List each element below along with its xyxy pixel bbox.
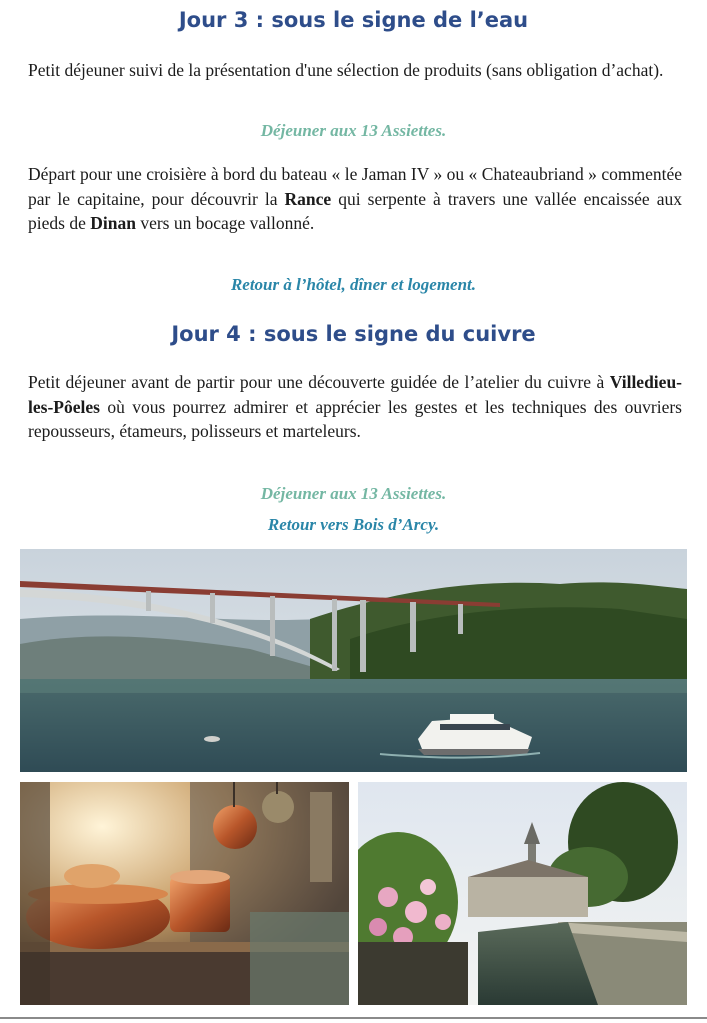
day4-return-text: Retour vers Bois d’Arcy. [267, 515, 440, 534]
cruise-text-part2: qui serpente à travers une vallée encaissée aux pieds de [28, 188, 682, 233]
cruise-text-part3: vers un bocage vallonné. [135, 213, 315, 233]
cruise-text-part1: Départ pour une croisière à bord du bateau « le Jaman IV » ou « Chateaubriand » commentée par le capitaine, pour découvrir la [28, 164, 682, 209]
day3-title: Jour 3 : sous le signe de l’eau [178, 8, 529, 32]
villedieu-name: Villedieu-les-Pôeles [28, 372, 682, 417]
bottom-rule [0, 1017, 707, 1019]
day4-visit-text [28, 370, 682, 444]
day3-evening-text: Retour à l’hôtel, dîner et logement. [230, 275, 477, 294]
copper-workshop-photo [20, 782, 349, 1005]
day3-breakfast-text: Petit déjeuner suivi de la présentation d'une sélection de produits (sans obligation d’achat). [28, 60, 664, 80]
day3-cruise-text [28, 162, 682, 236]
visit-text-part2: où vous pourrez admirer et apprécier les gestes et les techniques des ouvriers repousseurs, étameurs, polisseurs et marteleurs. [28, 396, 682, 441]
dinan-name: Dinan [90, 213, 136, 233]
day4-lunch-text: Déjeuner aux 13 Assiettes. [260, 484, 447, 503]
rance-name: Rance [284, 188, 332, 209]
visit-text-part1: Petit déjeuner avant de partir pour une découverte guidée de l’atelier du cuivre à [28, 372, 610, 392]
day4-title: Jour 4 : sous le signe du cuivre [171, 322, 536, 346]
day3-lunch-text: Déjeuner aux 13 Assiettes. [260, 121, 447, 140]
bridge-river-photo [20, 549, 687, 772]
village-canal-photo [358, 782, 687, 1005]
